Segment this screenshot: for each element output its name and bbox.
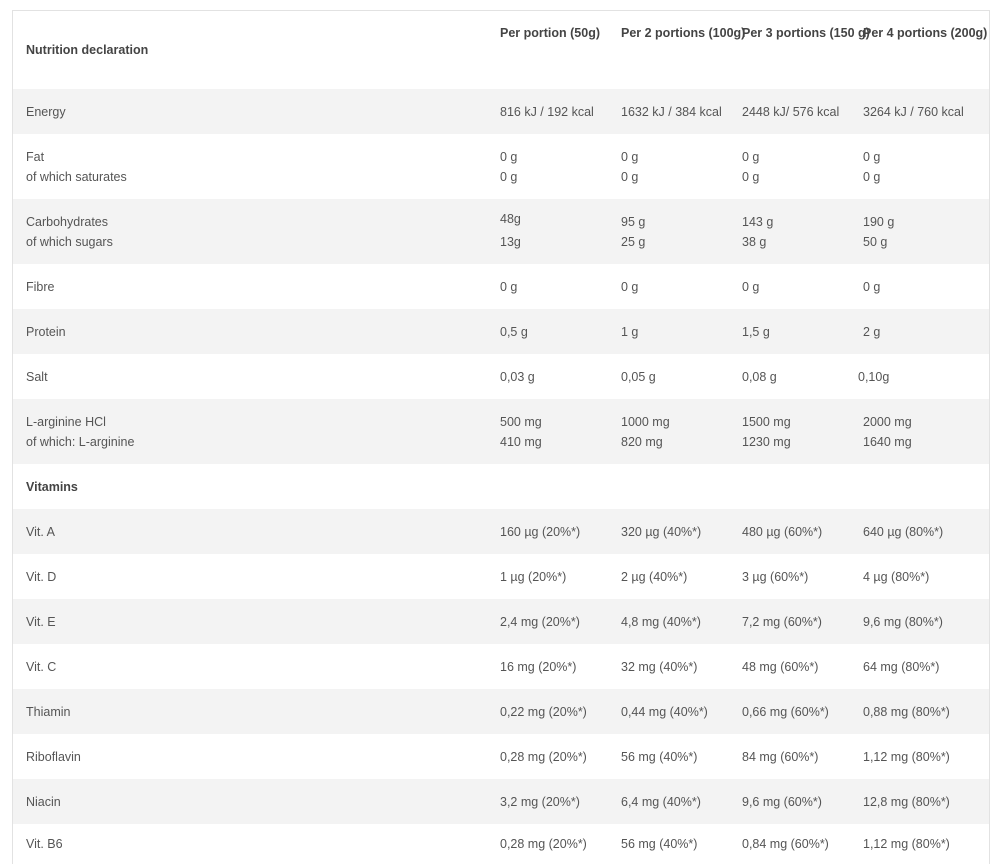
nutrition-table (13, 11, 989, 864)
row-value: 500 mg 410 mg (500, 414, 542, 449)
table-row-fat (13, 134, 989, 199)
table-row-vit-b6 (13, 824, 989, 864)
row-value: 0 g 0 g (742, 149, 760, 184)
row-label: Vit. E (26, 614, 56, 629)
row-value: 0 g 0 g (621, 149, 639, 184)
row-label: Salt (26, 369, 48, 384)
row-value: 3264 kJ / 760 kcal (863, 104, 964, 119)
row-value: 0,10g (858, 369, 890, 384)
header-label: Nutrition declaration (26, 42, 149, 57)
row-value: 0,5 g (500, 324, 528, 339)
row-label: Carbohydrates of which sugars (26, 214, 113, 249)
row-value: 2000 mg 1640 mg (863, 414, 912, 449)
table-row-protein (13, 309, 989, 354)
row-value: 2,4 mg (20%*) (500, 614, 580, 629)
row-value: 143 g 38 g (742, 214, 774, 249)
row-value: 4,8 mg (40%*) (621, 614, 701, 629)
row-value: 1 g (621, 324, 639, 339)
row-value: 320 µg (40%*) (621, 524, 702, 539)
row-value: 0,44 mg (40%*) (621, 704, 708, 719)
row-value: 0,03 g (500, 369, 535, 384)
row-value: 16 mg (20%*) (500, 659, 577, 674)
row-label: Niacin (26, 794, 61, 809)
table-row-niacin (13, 779, 989, 824)
row-label: Vit. D (26, 569, 57, 584)
row-label: Vit. C (26, 659, 57, 674)
table-row-energy (13, 89, 989, 134)
row-label: Vit. A (26, 524, 55, 539)
row-value: 2448 kJ/ 576 kcal (742, 104, 840, 119)
row-value: 12,8 mg (80%*) (863, 794, 950, 809)
row-value: 56 mg (40%*) (621, 837, 698, 851)
row-value: 0 g (863, 279, 881, 294)
row-value: 0,88 mg (80%*) (863, 704, 950, 719)
table-header-row (13, 11, 989, 89)
row-label: L-arginine HCl of which: L-arginine (26, 414, 135, 449)
row-value: 0,84 mg (60%*) (742, 837, 829, 851)
row-label: Protein (26, 324, 66, 339)
header-per-2-portions: Per 2 portions (100g) (621, 26, 746, 40)
table-row-riboflavin (13, 734, 989, 779)
row-value: 3 µg (60%*) (742, 569, 809, 584)
table-row-carbohydrates (13, 199, 989, 264)
row-value: 0,28 mg (20%*) (500, 837, 587, 851)
row-value: 2 µg (40%*) (621, 569, 688, 584)
row-value: 6,4 mg (40%*) (621, 794, 701, 809)
row-value: 9,6 mg (80%*) (863, 614, 943, 629)
row-value: 0 g (500, 279, 518, 294)
table-row-vit-d (13, 554, 989, 599)
vitamins-heading: Vitamins (26, 479, 78, 494)
row-value: 0 g 0 g (863, 149, 881, 184)
row-value: 1,5 g (742, 324, 770, 339)
header-per-3-portions: Per 3 portions (150 g) (742, 26, 870, 40)
row-value: 0,66 mg (60%*) (742, 704, 829, 719)
table-row-salt (13, 354, 989, 399)
row-value: 7,2 mg (60%*) (742, 614, 822, 629)
table-row-vit-e (13, 599, 989, 644)
row-value: 816 kJ / 192 kcal (500, 104, 594, 119)
row-value: 0 g 0 g (500, 149, 518, 184)
row-value: 3,2 mg (20%*) (500, 794, 580, 809)
row-value: 64 mg (80%*) (863, 659, 940, 674)
row-value: 0,22 mg (20%*) (500, 704, 587, 719)
row-value: 1632 kJ / 384 kcal (621, 104, 722, 119)
row-value: 0 g (621, 279, 639, 294)
row-value: 1500 mg 1230 mg (742, 414, 791, 449)
table-row-vit-c (13, 644, 989, 689)
row-value: 0,08 g (742, 369, 777, 384)
row-value: 480 µg (60%*) (742, 524, 823, 539)
row-value: 1000 mg 820 mg (621, 414, 670, 449)
row-label: Fibre (26, 279, 55, 294)
row-label: Thiamin (26, 704, 71, 719)
row-value: 56 mg (40%*) (621, 749, 698, 764)
row-label: Riboflavin (26, 749, 81, 764)
row-value: 1,12 mg (80%*) (863, 837, 950, 851)
row-value: 1 µg (20%*) (500, 569, 567, 584)
row-value: 48g 13g (500, 211, 521, 249)
table-row-vit-a (13, 509, 989, 554)
table-row-l-arginine (13, 399, 989, 464)
row-value: 95 g 25 g (621, 214, 646, 249)
row-value: 84 mg (60%*) (742, 749, 819, 764)
row-value: 2 g (863, 324, 881, 339)
row-value: 4 µg (80%*) (863, 569, 930, 584)
header-per-4-portions: Per 4 portions (200g) (863, 26, 988, 40)
header-per-portion: Per portion (50g) (500, 26, 601, 40)
row-value: 9,6 mg (60%*) (742, 794, 822, 809)
table-row-fibre (13, 264, 989, 309)
row-value: 160 µg (20%*) (500, 524, 581, 539)
row-label: Energy (26, 104, 66, 119)
row-value: 0,05 g (621, 369, 656, 384)
row-value: 32 mg (40%*) (621, 659, 698, 674)
row-label: Vit. B6 (26, 837, 63, 851)
table-row-thiamin (13, 689, 989, 734)
row-label: Fat of which saturates (26, 149, 127, 184)
row-value: 640 µg (80%*) (863, 524, 944, 539)
nutrition-table-container (12, 10, 990, 864)
row-value: 0,28 mg (20%*) (500, 749, 587, 764)
vitamins-section-row (13, 464, 989, 509)
row-value: 48 mg (60%*) (742, 659, 819, 674)
row-value: 190 g 50 g (863, 214, 895, 249)
row-value: 0 g (742, 279, 760, 294)
row-value: 1,12 mg (80%*) (863, 749, 950, 764)
